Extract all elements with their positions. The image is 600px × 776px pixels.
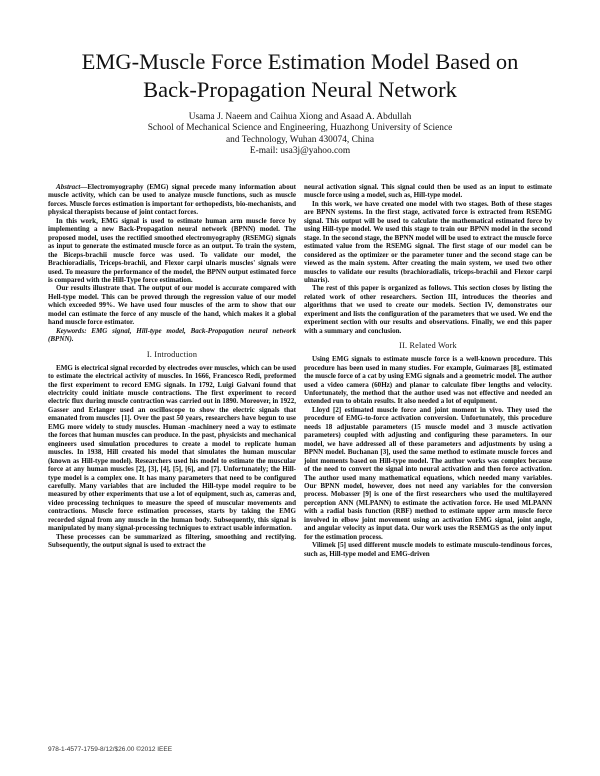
author-block [40,112,560,158]
intro-paragraph-1: EMG is electrical signal recorded by electrodes over muscles, which can be used to estimate the electrical activity of muscles. In 1666, Francesco Redi, preformed the first experiment to record EMG signals. In 1792, Luigi Galvani found that electricity could initiate muscle contractions. The first experiment to record electric flux during muscle contraction was carried out in 1890. Moreover, in 1922, Gasser and Erlanger used an oscilloscope to show the electric signals that emanated from muscles [1]. Over the past 50 years, researchers have begun to use EMG more widely to study muscles. Human -machinery need a way to estimate the forces that human muscles can produce. In the past, physicists and mechanical engineers used simulation procedures to create a model to replicate human muscles. In 1938, Hill created his model that simulates the human muscular (known as Hill-type model). Researchers used his model to estimate the muscular force at any human muscles [2], [3], [4], [5], [6], and [7]. Unfortunately; the Hill-type model is a complex one. It has many parameters that need to be configured carefully. Many variables that are included the Hill-type model require to be measured by other experiments that use a lot of equipment, such as, cameras and, video processing techniques to measure the speed of muscular movements and contractions. Muscle force estimation processes, starts by taking the EMG recorded signal from any muscle in the human body. Subsequently, this signal is manipulated by many signal-processing techniques to extract usable information. [48,363,296,533]
section-heading-introduction: I. Introduction [146,349,198,359]
title-line-1: EMG-Muscle Force Estimation Model Based on [81,49,519,74]
related-paragraph-1: Using EMG signals to estimate muscle force is a well-known procedure. This procedure has been used in many studies. For example, Guimaraes [8], estimated the muscle force of a cat by using EMG signals and a geometric model. The author used a video camera (60Hz) and planar to calculate fiber lengths and velocity. Unfortunately, the method that the author used was not effective and needed an extended run to obtain results. It also needed a lot of equipment. [304,355,552,406]
affiliation-line-1: School of Mechanical Science and Engineering, Huazhong University of Science [147,123,453,134]
title-line-2: Back-Propagation Neural Network [143,77,457,102]
abstract-text-1: —Electromyography (EMG) signal precede many information about muscle activity, which can be used to analyze muscle functions, such as muscle forces. Muscle forces estimation is important for orthopedists, bio-mechanists, and physical therapists because of joint contact forces. [48,183,296,217]
right-paragraph-3: The rest of this paper is organized as follows. This section closes by listing the related work of other researchers. Section III, introduces the theories and algorithms that we used to create our models. Section IV, demonstrates our experiment and lists the configuration of the parameters that we used. We end the experiment section with our results and observations. Finally, we end this paper with a summary and conclusion. [304,284,552,335]
author-names: Usama J. Naeem and Caihua Xiong and Asaad A. Abdullah [188,112,412,122]
keywords-label: Keywords: [56,326,87,335]
abstract-label: Abstract [56,183,81,191]
author-email: E-mail: usa3j@yahoo.com [249,146,351,157]
related-paragraph-2: Lloyd [2] estimated muscle force and joint moment in vivo. They used the procedure of EMG-to-force activation conversion. Unfortunately, this procedure needs 18 adjustable parameters (15 muscle model and 3 muscle activation parameters) coupled with adjusting and configuring these parameters. In our model, we have addressed all of these parameters and adjustments by using a BPNN model. Buchanan [3], used the same method to estimate muscle forces and joint moments based on Hill-type model. The author works was complex because of the need to convert the signal into neural activation and then force activation. The author used many mathematical equations, which needed many variables. Our BPNN model, however, does not need any variables for the conversion process. Mobasser [9] is one of the first researchers who used the multilayered perception ANN (MLPANN) to estimate the activation force. He used MLPANN with a radial basis function (RBF) method to estimate upper arm muscle force involved in elbow joint movement using an activation EMG signal, joint angle, and angular velocity as input data. Our work uses the RSEMGS as the only input for the estimation process. [304,405,552,541]
keywords-text: EMG signal, Hill-type model, Back-Propagation neural network (BPNN). [48,326,296,344]
copyright-footer: 978-1-4577-1759-8/12/$26.00 ©2012 IEEE [48,746,173,753]
right-paragraph-2: In this work, we have created one model with two stages. Both of these stages are BPNN systems. In the first stage, activated force is extracted from RSEMG signal. This output will be used to calculate the mathematical estimated force by using Hill-type model. We used this stage to train our BPNN model in the second stage. In the second stage, the BPNN model will be used to extract the muscle force estimated value from the RSEMG signal. The first stage of our model can be considered as the optimizer or the parameter tuner and the second stage can be viewed as the main system. After creating the main system, we used two other muscles to validate our results (brachioradialis, triceps-brachii and Flexor carpi ulnaris). [304,199,552,284]
paper-title [40,48,560,104]
left-column [48,183,296,743]
related-paragraph-3: Vilimek [5] used different muscle models to estimate musculo-tendinous forces, such as, Hill-type model and EMG-driven [304,541,552,558]
right-paragraph-1: neural activation signal. This signal could then be used as an input to estimate muscle force using a model, such as, Hill-type model. [304,183,552,200]
abstract-paragraph-1 [48,183,296,217]
keywords [48,327,296,344]
abstract-paragraph-3: Our results illustrate that. The output of our model is accurate compared with Hell-type model. This can be proved through the regression value of our model which exceeded 99%. We have used four muscles of the arm to show that our model can estimate the force of any muscle of the hand, which makes it a global hand muscle force estimator. [48,284,296,327]
abstract-paragraph-2: In this work, EMG signal is used to estimate human arm muscle force by implementing a new Back-Propagation neural network (BPNN) model. The proposed model, uses the rectified smoothed electromyography (RSEMG) signals as input to generate the estimated muscle force as an output. To train the system, the Biceps-brachii muscle force was used. To validate our model, the Brachioradialis, Triceps-brachii, and Flexor carpi ulnaris muscles' signals were used. To measure the performance of the model, the BPNN output estimated force is compared with the Hill-Type force estimation. [48,216,296,284]
intro-paragraph-2: These processes can be summarized as filtering, smoothing and rectifying. Subsequently, the output signal is used to extract the [48,532,296,550]
affiliation-line-2: and Technology, Wuhan 430074, China [226,134,374,145]
section-heading-related-work: II. Related Work [399,341,457,351]
right-column [304,183,552,743]
